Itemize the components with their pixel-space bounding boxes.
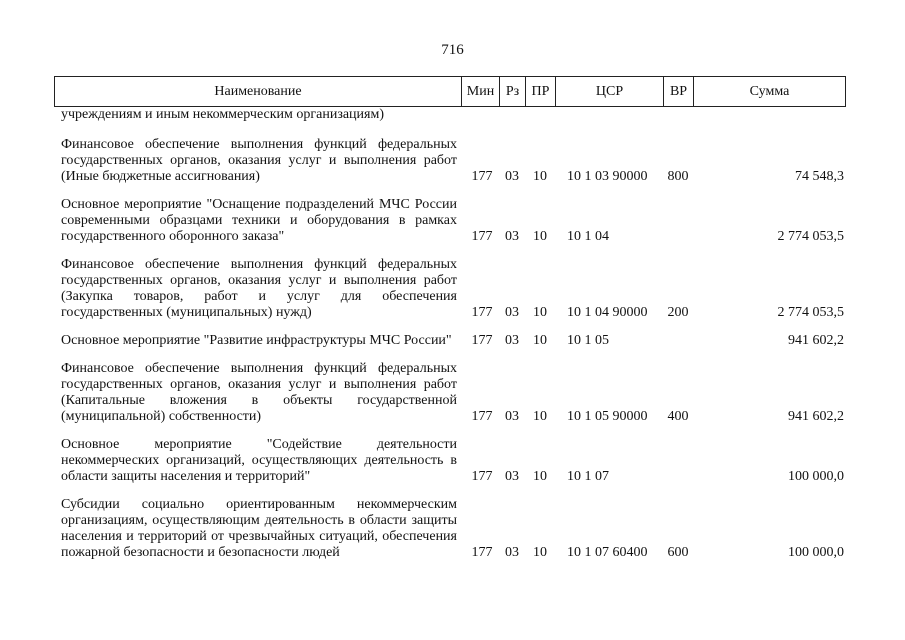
row-vr: 400 <box>667 409 689 424</box>
row-vr: 800 <box>667 169 689 184</box>
row-name: Субсидии социально ориентированным некоммерческим организациям, осуществляющим деятельность в области защиты населения и территорий от чрезвычайных ситуаций, обеспечения пожарной безопасности и безопасности людей <box>61 497 457 560</box>
table-row <box>54 361 846 425</box>
row-rz: 03 <box>505 229 519 244</box>
row-min: 177 <box>471 333 493 348</box>
row-min: 177 <box>471 229 493 244</box>
column-header-sum: Сумма <box>749 83 790 99</box>
column-header-name: Наименование <box>55 77 462 106</box>
row-min: 177 <box>471 169 493 184</box>
row-sum: 74 548,3 <box>795 169 844 184</box>
row-csr: 10 1 07 <box>567 469 609 484</box>
row-pr: 10 <box>533 229 547 244</box>
row-rz: 03 <box>505 409 519 424</box>
row-sum: 941 602,2 <box>788 409 844 424</box>
row-rz: 03 <box>505 169 519 184</box>
row-csr: 10 1 05 <box>567 333 609 348</box>
row-min: 177 <box>471 305 493 320</box>
table-row <box>54 107 846 123</box>
row-min: 177 <box>471 409 493 424</box>
table-row <box>54 437 846 485</box>
row-sum: 2 774 053,5 <box>777 229 844 244</box>
table-row <box>54 137 846 185</box>
column-header-rz: Рз <box>500 77 526 106</box>
row-sum: 100 000,0 <box>788 469 844 484</box>
row-pr: 10 <box>533 169 547 184</box>
row-csr: 10 1 04 <box>567 229 609 244</box>
row-vr: 600 <box>667 545 689 560</box>
row-sum: 941 602,2 <box>788 333 844 348</box>
row-rz: 03 <box>505 469 519 484</box>
row-csr: 10 1 03 90000 <box>567 169 648 184</box>
table-row <box>54 197 846 245</box>
table-row <box>54 333 846 349</box>
row-csr: 10 1 04 90000 <box>567 305 648 320</box>
row-name: учреждениям и иным некоммерческим организациям) <box>61 107 385 122</box>
row-sum: 2 774 053,5 <box>777 305 844 320</box>
row-min: 177 <box>471 545 493 560</box>
column-header-vr: ВР <box>664 77 694 106</box>
page-number: 716 <box>441 42 464 58</box>
row-min: 177 <box>471 469 493 484</box>
row-pr: 10 <box>533 545 547 560</box>
row-csr: 10 1 05 90000 <box>567 409 648 424</box>
column-header-min: Мин <box>462 77 500 106</box>
row-name: Финансовое обеспечение выполнения функций федеральных государственных органов, оказания услуг и выполнения работ (Иные бюджетные ассигнования) <box>61 137 457 184</box>
row-pr: 10 <box>533 333 547 348</box>
column-header-pr: ПР <box>526 77 556 106</box>
table-body <box>54 107 846 573</box>
row-rz: 03 <box>505 305 519 320</box>
row-pr: 10 <box>533 305 547 320</box>
row-name: Основное мероприятие "Развитие инфраструктуры МЧС России" <box>61 333 452 348</box>
row-sum: 100 000,0 <box>788 545 844 560</box>
row-vr: 200 <box>667 305 689 320</box>
column-header-csr: ЦСР <box>556 77 664 106</box>
row-name: Финансовое обеспечение выполнения функций федеральных государственных органов, оказания услуг и выполнения работ (Капитальные вложения в объекты государственной (муниципальной) собственности) <box>61 361 457 424</box>
row-name: Основное мероприятие "Оснащение подразделений МЧС России современными образцами техники и оборудования в рамках государственного оборонного заказа" <box>61 197 457 244</box>
table-header <box>54 76 846 107</box>
row-name: Основное мероприятие "Содействие деятельности некоммерческих организаций, осуществляющих деятельность в области защиты населения и территорий" <box>61 437 457 484</box>
row-csr: 10 1 07 60400 <box>567 545 648 560</box>
row-rz: 03 <box>505 545 519 560</box>
row-pr: 10 <box>533 469 547 484</box>
row-pr: 10 <box>533 409 547 424</box>
table-row <box>54 497 846 561</box>
table-row <box>54 257 846 321</box>
row-name: Финансовое обеспечение выполнения функций федеральных государственных органов, оказания услуг и выполнения работ (Закупка товаров, работ и услуг для обеспечения государственных (муниципальных) нужд) <box>61 257 457 320</box>
row-rz: 03 <box>505 333 519 348</box>
